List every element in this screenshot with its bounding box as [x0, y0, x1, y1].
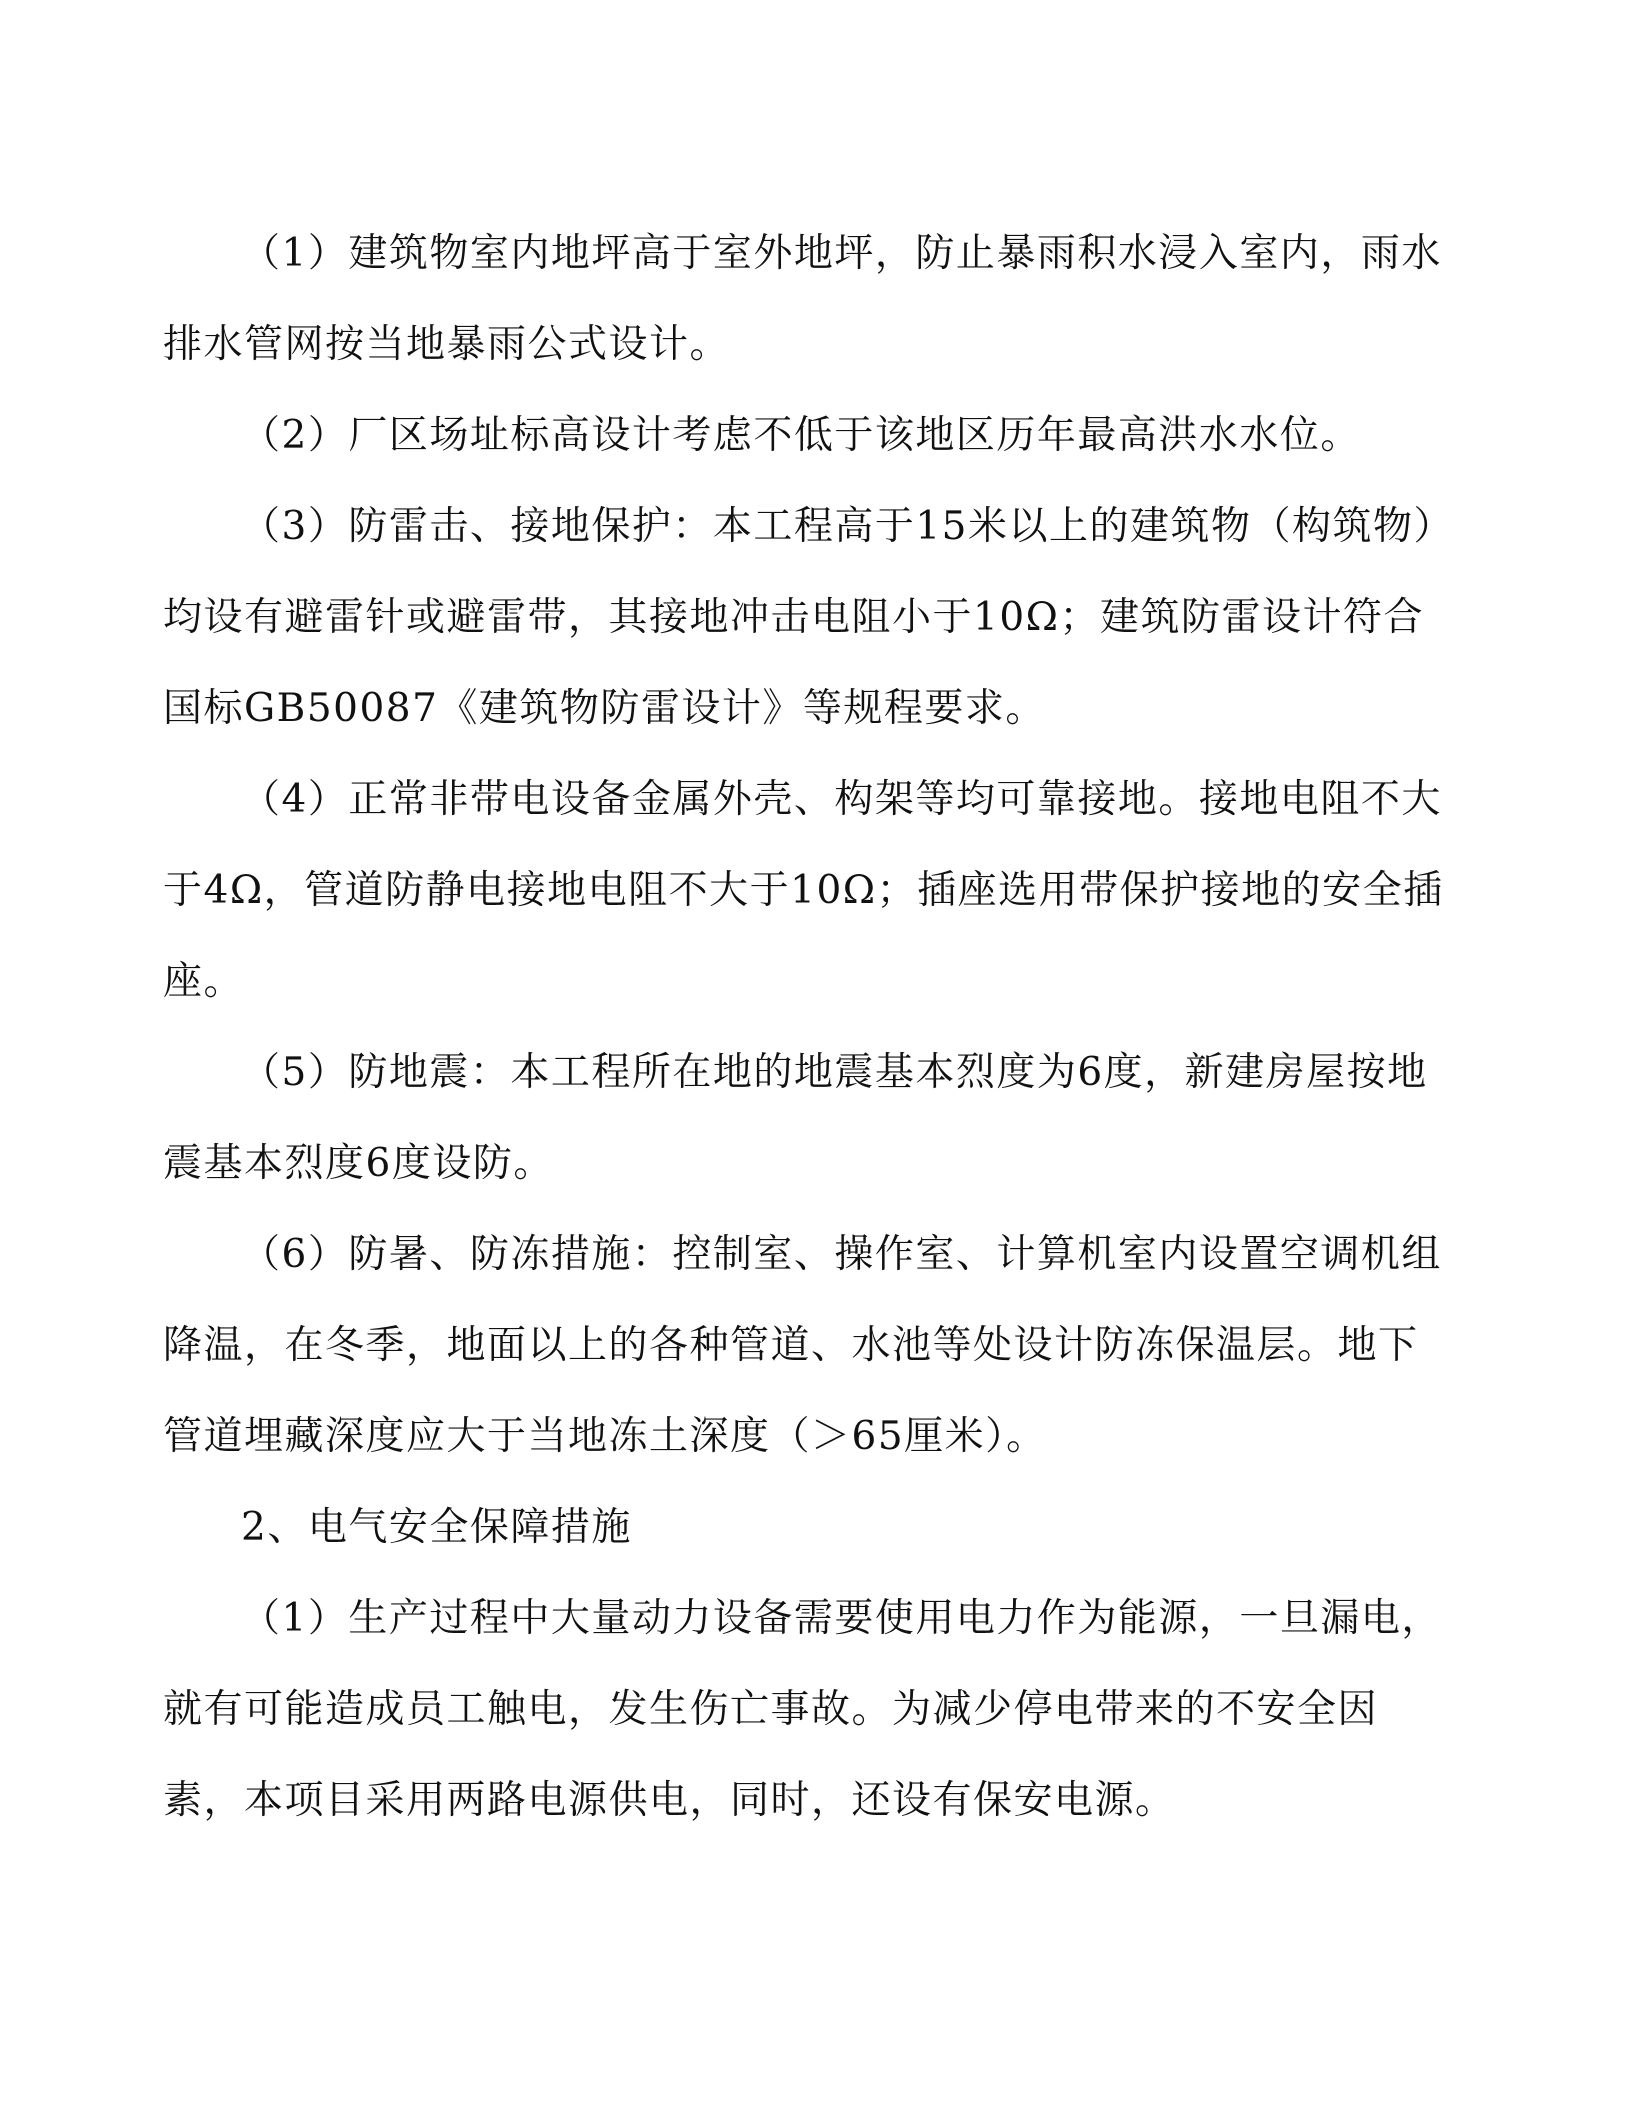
paragraph-site-elevation: （2）厂区场址标高设计考虑不低于该地区历年最高洪水水位。 [241, 413, 1361, 458]
body-text [163, 208, 1453, 1846]
paragraph-heat-frost-measures: （6）防暑、防冻措施：控制室、操作室、计算机室内设置空调机组降温，在冬季，地面以上的各种管道、水池等处设计防冻保温层。地下管道埋藏深度应大于当地冻土深度（＞65厘米）。 [163, 1232, 1442, 1459]
paragraph-lightning-protection: （3）防雷击、接地保护：本工程高于15米以上的建筑物（构筑物）均设有避雷针或避雷带，其接地冲击电阻小于10Ω；建筑防雷设计符合国标GB50087《建筑物防雷设计》等规程要求。 [163, 504, 1435, 731]
paragraph-power-supply: （1）生产过程中大量动力设备需要使用电力作为能源，一旦漏电，就有可能造成员工触电，发生伤亡事故。为减少停电带来的不安全因素，本项目采用两路电源供电，同时，还设有保安电源。 [163, 1596, 1442, 1823]
section-heading-electrical-safety: 2、电气安全保障措施 [241, 1505, 632, 1550]
paragraph-flood-prevention: （1）建筑物室内地坪高于室外地坪，防止暴雨积水浸入室内，雨水排水管网按当地暴雨公式设计。 [163, 231, 1442, 367]
paragraph-equipment-grounding: （4）正常非带电设备金属外壳、构架等均可靠接地。接地电阻不大于4Ω，管道防静电接地电阻不大于10Ω；插座选用带保护接地的安全插座。 [163, 777, 1444, 1004]
paragraph-earthquake-protection: （5）防地震：本工程所在地的地震基本烈度为6度，新建房屋按地震基本烈度6度设防。 [163, 1050, 1428, 1186]
